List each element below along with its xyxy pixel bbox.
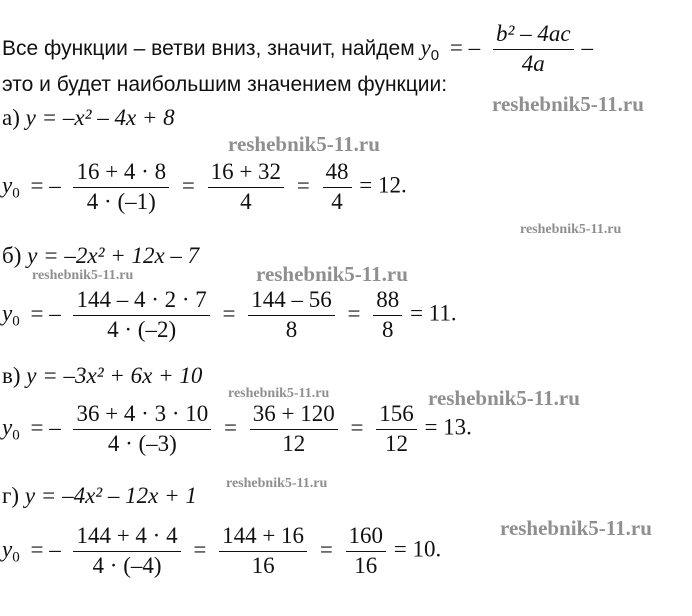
eq-sign: = [181,172,195,198]
y-sub: 0 [12,313,20,330]
fraction-2 [208,158,284,217]
watermark: reshebnik5-11.ru [32,268,134,283]
eq-sign: = – [30,414,61,440]
fraction-1 [73,522,180,581]
item-label: г) [2,483,20,508]
item-d-function-line [2,484,197,507]
fraction-1 [73,286,209,345]
eq-sign: = [347,300,361,326]
eq-sign: = [224,414,237,440]
y-sub: 0 [12,185,20,202]
eq-sign: = [296,172,310,198]
item-label: в) [2,363,21,388]
denominator: 4 · (–3) [107,430,177,456]
numerator: 16 + 32 [208,158,284,188]
numerator: 16 + 4 · 8 [73,158,169,188]
result: = 12. [359,172,407,198]
item-a-function-line [2,106,175,129]
eq-sign: = [319,536,333,562]
fraction-2 [219,522,307,581]
result: = 13. [424,414,472,440]
y-label: y [2,172,13,198]
y-label: y [2,300,13,326]
function-expression: y = –2x² + 12x – 7 [27,243,200,268]
result: = 11. [410,300,457,326]
numerator: 88 [373,286,402,316]
fraction-3 [376,400,417,459]
y-label: y [2,536,13,562]
watermark: reshebnik5-11.ru [256,262,408,286]
eq-sign: = [222,300,236,326]
fraction-3 [373,286,402,345]
item-d-solution-line [2,522,441,581]
y-sub: 0 [12,427,20,444]
numerator: 160 [346,522,387,552]
watermark: reshebnik5-11.ru [500,516,652,540]
item-label: а) [2,105,20,130]
formula-eq: = – [449,34,481,60]
eq-sign: = – [30,172,61,198]
watermark: reshebnik5-11.ru [520,222,622,237]
watermark: reshebnik5-11.ru [428,386,580,410]
intro-text: Все функции – ветви вниз, значит, найдем [2,36,415,60]
intro-denominator: 4a [521,50,545,76]
fraction-2 [248,286,335,345]
watermark: reshebnik5-11.ru [226,476,328,491]
numerator: 36 + 120 [250,400,338,430]
formula-lhs: y [420,34,431,60]
fraction-3 [323,158,352,217]
item-b-solution-line [2,286,457,345]
intro-line-1 [2,20,593,79]
numerator: 144 + 16 [219,522,307,552]
intro-line-2: это и будет наибольшим значением функции: [2,73,448,96]
eq-sign: = [350,414,364,440]
function-expression: y = –3x² + 6x + 10 [26,363,203,388]
intro-dash: – [581,34,593,60]
intro-numerator: b² – 4ac [493,20,574,50]
denominator: 12 [282,430,306,456]
numerator: 48 [323,158,352,188]
item-b-function-line [2,244,199,267]
item-c-function-line [2,364,202,387]
denominator: 8 [382,316,394,342]
y-label: y [2,414,13,440]
numerator: 144 – 4 · 2 · 7 [73,286,209,316]
numerator: 144 – 56 [248,286,335,316]
denominator: 4 [331,188,343,214]
denominator: 8 [285,316,298,342]
numerator: 156 [376,400,417,430]
denominator: 12 [384,430,408,456]
denominator: 4 [240,188,252,214]
watermark: reshebnik5-11.ru [228,132,380,156]
result: = 10. [393,536,442,562]
eq-sign: = [193,536,207,562]
y-sub: 0 [12,549,20,566]
fraction-3 [346,522,387,581]
fraction-2 [250,400,338,459]
denominator: 4 · (–1) [86,188,156,214]
item-label: б) [2,243,22,268]
denominator: 4 · (–4) [92,552,162,578]
numerator: 144 + 4 · 4 [73,522,180,552]
eq-sign: = – [30,300,61,326]
watermark: reshebnik5-11.ru [492,92,644,116]
numerator: 36 + 4 · 3 · 10 [73,400,211,430]
watermark: reshebnik5-11.ru [228,386,330,401]
denominator: 4 · (–2) [107,316,177,342]
formula-sub: 0 [430,46,440,64]
fraction-1 [73,158,169,217]
function-expression: y = –x² – 4x + 8 [25,105,175,130]
function-expression: y = –4x² – 12x + 1 [24,483,197,508]
eq-sign: = – [30,536,61,562]
denominator: 16 [251,552,275,578]
item-a-solution-line [2,158,407,217]
fraction-1 [73,400,211,459]
item-c-solution-line [2,400,472,459]
denominator: 16 [354,552,378,578]
intro-fraction [493,20,574,79]
